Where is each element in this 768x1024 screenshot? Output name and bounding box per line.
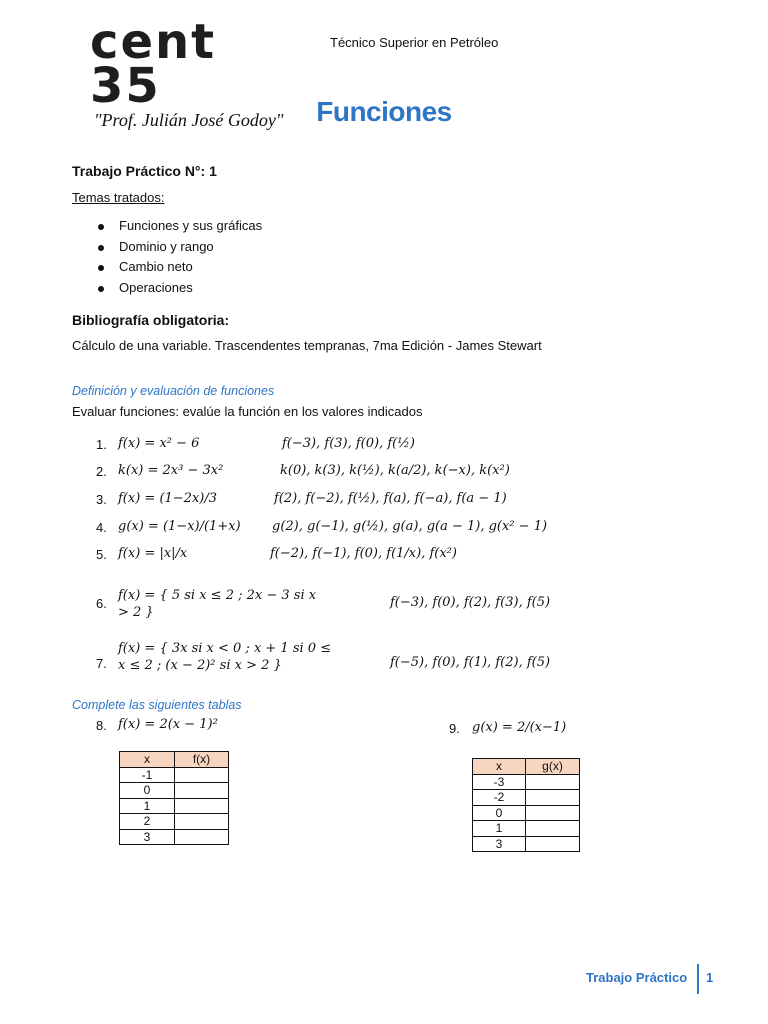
evaluation-values: f(2), f(−2), f(½), f(a), f(−a), f(a − 1) [274, 491, 507, 506]
table-cell: 1 [120, 798, 175, 814]
instruction: Evaluar funciones: evalúe la función en los valores indicados [72, 404, 423, 419]
section-title: Definición y evaluación de funciones [72, 384, 275, 398]
bibliography-heading: Bibliografía obligatoria: [72, 312, 230, 328]
table-cell: 1 [473, 821, 526, 837]
function-expression: g(x) = 2/(x−1) [472, 720, 567, 735]
bibliography-text: Cálculo de una variable. Trascendentes tempranas, 7ma Edición - James Stewart [72, 338, 542, 353]
logo-subtitle: "Prof. Julián José Godoy" [94, 110, 284, 130]
exercise-number: 9. [449, 721, 460, 736]
page-number: 1 [706, 970, 714, 985]
table-row [120, 767, 229, 783]
evaluation-values: f(−3), f(0), f(2), f(3), f(5) [390, 595, 551, 610]
empty-cell[interactable] [526, 821, 580, 837]
evaluation-values: g(2), g(−1), g(½), g(a), g(a − 1), g(x² − 1) [272, 519, 548, 534]
footer-label: Trabajo Práctico [586, 970, 688, 985]
list-item: Dominio y rango [72, 239, 262, 260]
table-cell: 3 [473, 836, 526, 852]
table-row [120, 783, 229, 799]
values-table-g [472, 758, 580, 852]
table-cell: 2 [120, 814, 175, 830]
exercise-number: 1. [96, 437, 107, 452]
empty-cell[interactable] [175, 814, 229, 830]
evaluation-values: f(−2), f(−1), f(0), f(1/x), f(x²) [270, 546, 457, 561]
list-item: Funciones y sus gráficas [72, 218, 262, 239]
table-header: f(x) [175, 752, 229, 768]
function-expression: k(x) = 2x³ − 3x² [118, 463, 224, 478]
table-header: x [473, 759, 526, 775]
practice-title: Trabajo Práctico N°: 1 [72, 163, 217, 179]
empty-cell[interactable] [526, 805, 580, 821]
empty-cell[interactable] [175, 767, 229, 783]
topics-heading: Temas tratados: [72, 190, 165, 205]
function-expression: f(x) = |x|/x [118, 546, 188, 561]
exercise-number: 5. [96, 547, 107, 562]
section-title: Complete las siguientes tablas [72, 698, 242, 712]
table-row [473, 790, 580, 806]
table-row [120, 814, 229, 830]
logo-text: cent 35 [90, 14, 217, 114]
table-header: x [120, 752, 175, 768]
table-header: g(x) [526, 759, 580, 775]
function-expression: g(x) = (1−x)/(1+x) [118, 519, 241, 534]
evaluation-values: k(0), k(3), k(½), k(a/2), k(−x), k(x²) [280, 463, 510, 478]
exercise-number: 3. [96, 492, 107, 507]
function-expression: f(x) = (1−2x)/3 [118, 491, 218, 506]
piecewise-expression: f(x) = { 5 si x ≤ 2 ; 2x − 3 si x > 2 } [118, 588, 317, 620]
table-cell: -2 [473, 790, 526, 806]
exercise-number: 4. [96, 520, 107, 535]
list-item: Operaciones [72, 280, 262, 301]
table-row [473, 805, 580, 821]
exercise-number: 8. [96, 718, 107, 733]
table-row [473, 836, 580, 852]
evaluation-values: f(−3), f(3), f(0), f(½) [282, 436, 415, 451]
page-title: Funciones [316, 96, 452, 127]
values-table-f [119, 751, 229, 845]
table-cell: 3 [120, 829, 175, 845]
empty-cell[interactable] [526, 836, 580, 852]
table-cell: -3 [473, 774, 526, 790]
piecewise-expression: f(x) = { 3x si x < 0 ; x + 1 si 0 ≤ x ≤ 2 ; (x − 2)² si x > 2 } [118, 641, 332, 673]
evaluation-values: f(−5), f(0), f(1), f(2), f(5) [390, 655, 551, 670]
table-cell: 0 [473, 805, 526, 821]
table-row [473, 821, 580, 837]
function-expression: f(x) = 2(x − 1)² [118, 717, 218, 732]
exercise-number: 7. [96, 656, 107, 671]
table-cell: -1 [120, 767, 175, 783]
table-cell: 0 [120, 783, 175, 799]
footer-divider [697, 964, 699, 994]
empty-cell[interactable] [526, 790, 580, 806]
exercise-number: 6. [96, 596, 107, 611]
list-item: Cambio neto [72, 259, 262, 280]
exercise-number: 2. [96, 464, 107, 479]
empty-cell[interactable] [175, 783, 229, 799]
empty-cell[interactable] [175, 829, 229, 845]
topics-list [72, 218, 262, 300]
table-row [473, 774, 580, 790]
table-row [120, 829, 229, 845]
table-row [120, 798, 229, 814]
function-expression: f(x) = x² − 6 [118, 436, 200, 451]
program-name: Técnico Superior en Petróleo [330, 35, 499, 50]
empty-cell[interactable] [175, 798, 229, 814]
empty-cell[interactable] [526, 774, 580, 790]
